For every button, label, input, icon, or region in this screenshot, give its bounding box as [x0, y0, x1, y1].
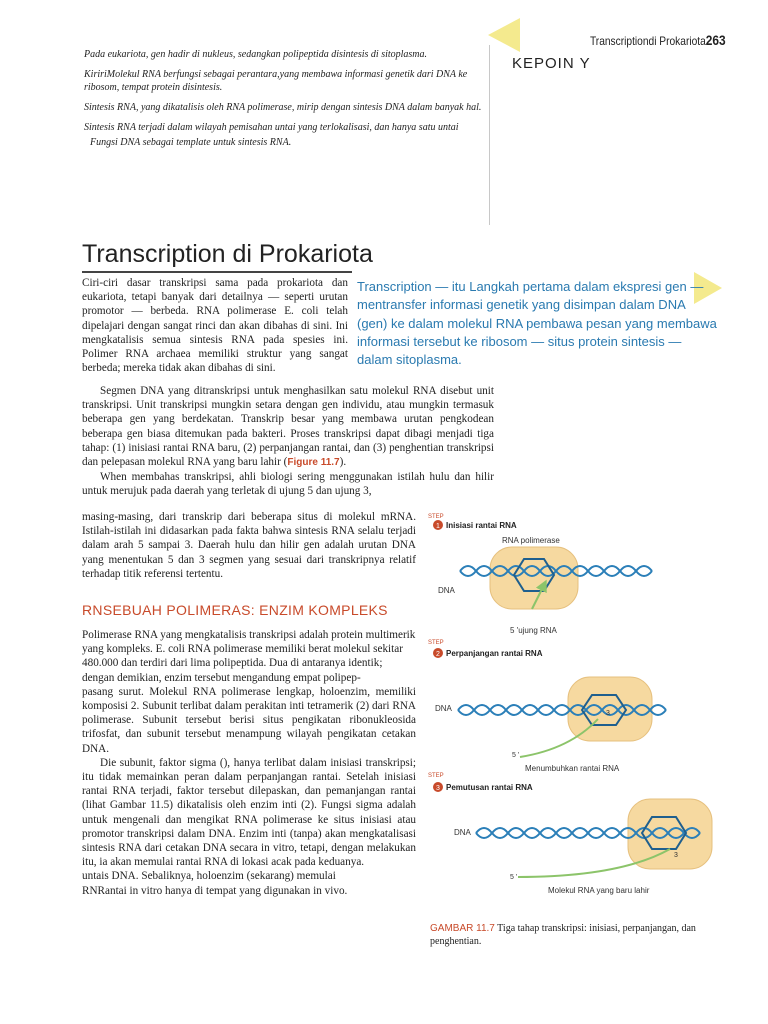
- key-point: Sintesis RNA terjadi dalam wilayah pemisahan untai yang terlokalisasi, dan hanya satu untai: [84, 122, 459, 133]
- paragraph-2-text: Segmen DNA yang ditranskripsi untuk menghasilkan satu molekul RNA disebut unit transkripsi. Unit transkripsi mungkin setara dengan gen individu, atau mungkin termasuk beberapa gen yang berdekatan. Transkrip besar yang membawa urutan pengkodean beberapa gen biasa ditemukan pada bakteri. Proses transkripsi dapat dibagi menjadi tiga tahap: (1) inisiasi rantai RNA baru, (2) perpanjangan rantai, dan (3) penghentian transkripsi dan pelepasan molekul RNA yang baru lahir (: [82, 385, 494, 469]
- decorative-triangle-top: [488, 18, 524, 52]
- step-number: 1: [436, 523, 440, 530]
- body-paragraph: [82, 628, 416, 898]
- key-points-box: [84, 48, 484, 156]
- step-number: 3: [436, 785, 440, 792]
- dna-label: DNA: [435, 704, 452, 713]
- step-1: [428, 514, 652, 635]
- figure-caption: [430, 922, 710, 948]
- caption-text: Tiga tahap transkripsi: inisiasi, perpanjangan, dan penghentian.: [430, 923, 696, 947]
- step-title: Perpanjangan rantai RNA: [446, 649, 543, 658]
- three-prime-label: 3: [606, 710, 610, 717]
- body-paragraph: [82, 276, 348, 375]
- step-word: STEP: [428, 640, 444, 646]
- step-number: 2: [436, 651, 440, 658]
- rna-polymerase-shape: [568, 677, 652, 741]
- paragraph-6: Die subunit, faktor sigma (), hanya terlibat dalam inisiasi transkripsi; itu tidak memainkan peran dalam perpanjangan rantai. Setelah inisiasi rantai RNA terjadi, faktor tersebut dilepaskan, dan pemanjangan rantai (lihat Gambar 11.5) dikatalisis oleh enzim inti (2). Fungsi sigma adalah untuk mengenali dan mengikat RNA polimerase ke situs inisiasi atau promotor transkripsi dalam DNA. Enzim inti (tanpa) akan mengkatalisasi sintesis RNA dari cetakan DNA secara in vitro, tetapi, dengan melakukan itu, ia akan memulai rantai RNA di lokasi acak pada keduanya.: [82, 756, 416, 869]
- nascent-rna-label: Molekul RNA yang baru lahir: [548, 886, 650, 895]
- paragraph-1: Ciri-ciri dasar transkripsi sama pada prokariota dan eukariota, tetapi banyak dari detailnya — seperti urutan promotor — berbeda. RNA polimerase E. coli telah dipelajari dengan sangat rinci dan akan dibahas di sini. Ini mengkatalisis semua sintesis RNA pada spesies ini. Polimer RNA archaea memiliki struktur yang sangat berbeda; mereka tidak akan dibahas di sini.: [82, 277, 348, 375]
- paragraph-5: pasang surut. Molekul RNA polimerase lengkap, holoenzim, memiliki komposisi 2. Subunit terlibat dalam perakitan inti tetramerik (2) dari RNA polimerase. Subunit tersebut berisi situs pengikatan ribonukleosida trifosfat, dan subunit tersebut menampung wilayah pengikatan cetakan DNA.: [82, 685, 416, 755]
- dna-label: DNA: [438, 586, 455, 595]
- step-word: STEP: [428, 773, 444, 779]
- transcription-figure: [420, 505, 720, 925]
- paragraph-2-end: ).: [339, 456, 347, 469]
- title-underline: [82, 271, 352, 273]
- paragraph-8: RNRantai in vitro hanya di tempat yang digunakan in vivo.: [82, 884, 348, 897]
- key-point: Sintesis RNA, yang dikatalisis oleh RNA polimerase, mirip dengan sintesis DNA dalam banyak hal.: [84, 102, 482, 113]
- step-title: Pemutusan rantai RNA: [446, 783, 533, 792]
- caption-label: GAMBAR 11.7: [430, 923, 495, 934]
- running-title: Transcriptiondi Prokariota: [590, 34, 707, 48]
- paragraph-3-start: When membahas transkripsi, ahli biologi sering menggunakan istilah hulu dan hilir untuk merujuk pada daerah yang terletak di ujung 5 dan ujung 3,: [82, 471, 494, 498]
- five-prime-label: 5 ': [512, 752, 520, 759]
- paragraph-7: untais DNA. Sebaliknya, holoenzim (sekarang) memulai: [82, 870, 336, 883]
- rna-polymerase-label: RNA polimerase: [502, 536, 560, 545]
- step-3: [428, 773, 712, 895]
- page-number: 263: [706, 32, 726, 48]
- key-point: KiririMolekul RNA berfungsi sebagai perantara,yang membawa informasi genetik dari DNA ke ribosom, tempat protein disintesis.: [84, 69, 468, 93]
- key-point: Pada eukariota, gen hadir di nukleus, sedangkan polipeptida disintesis di sitoplasma.: [84, 49, 428, 60]
- definition-text: — itu Langkah pertama dalam ekspresi gen — mentransfer informasi genetik yang disimpan dalam DNA (gen) ke dalam molekul RNA pembawa pesan yang membawa informasi tersebut ke ribosom — situs protein sintesis — dalam sitoplasma.: [357, 279, 717, 368]
- figure-reference-link[interactable]: Figure 11.7: [287, 457, 340, 469]
- definition-term: Transcription: [357, 279, 432, 294]
- definition-box: [357, 278, 717, 369]
- step-title: Inisiasi rantai RNA: [446, 521, 517, 530]
- section-title: Transcription di Prokariota: [82, 240, 373, 268]
- paragraph-3-rest: masing-masing, dari transkrip dari beberapa situs di molekul mRNA. Istilah-istilah ini didasarkan pada fakta bahwa sintesis RNA selalu terjadi dalam arah 5 sampai 3. Daerah hulu dan hilir gen adalah urutan DNA yang menentukan 5 dan 3 segmen yang sesuai dari transkripnya relatif terhadap titik referensi tertentu.: [82, 511, 416, 580]
- running-head: [590, 32, 726, 48]
- dna-label: DNA: [454, 828, 471, 837]
- five-prime-label: 5 ': [510, 874, 518, 881]
- key-points-label: KEPOIN Y: [512, 55, 591, 72]
- key-point: Fungsi DNA sebagai template untuk sintesis RNA.: [90, 137, 292, 148]
- rna-polymerase-shape: [490, 547, 578, 609]
- five-prime-end-label: 5 'ujung RNA: [510, 626, 557, 635]
- paragraph-2: [82, 384, 494, 470]
- body-paragraph: [82, 510, 416, 581]
- growing-chain-label: Menumbuhkan rantai RNA: [525, 764, 620, 773]
- subsection-title: RNSEBUAH POLIMERAS: ENZIM KOMPLEKS: [82, 602, 388, 618]
- body-paragraph: [82, 384, 494, 499]
- step-2: [428, 640, 666, 773]
- paragraph-4: Polimerase RNA yang mengkatalisis transkripsi adalah protein multimerik yang kompleks. E. coli RNA polimerase memiliki berat molekul sekitar 480.000 dan terdiri dari lima polipeptida. Dua di antaranya identik; dengan demikian, enzim tersebut mengandung empat polipep-: [82, 629, 416, 684]
- divider: [489, 45, 490, 225]
- step-word: STEP: [428, 514, 444, 520]
- three-prime-label: 3: [674, 852, 678, 859]
